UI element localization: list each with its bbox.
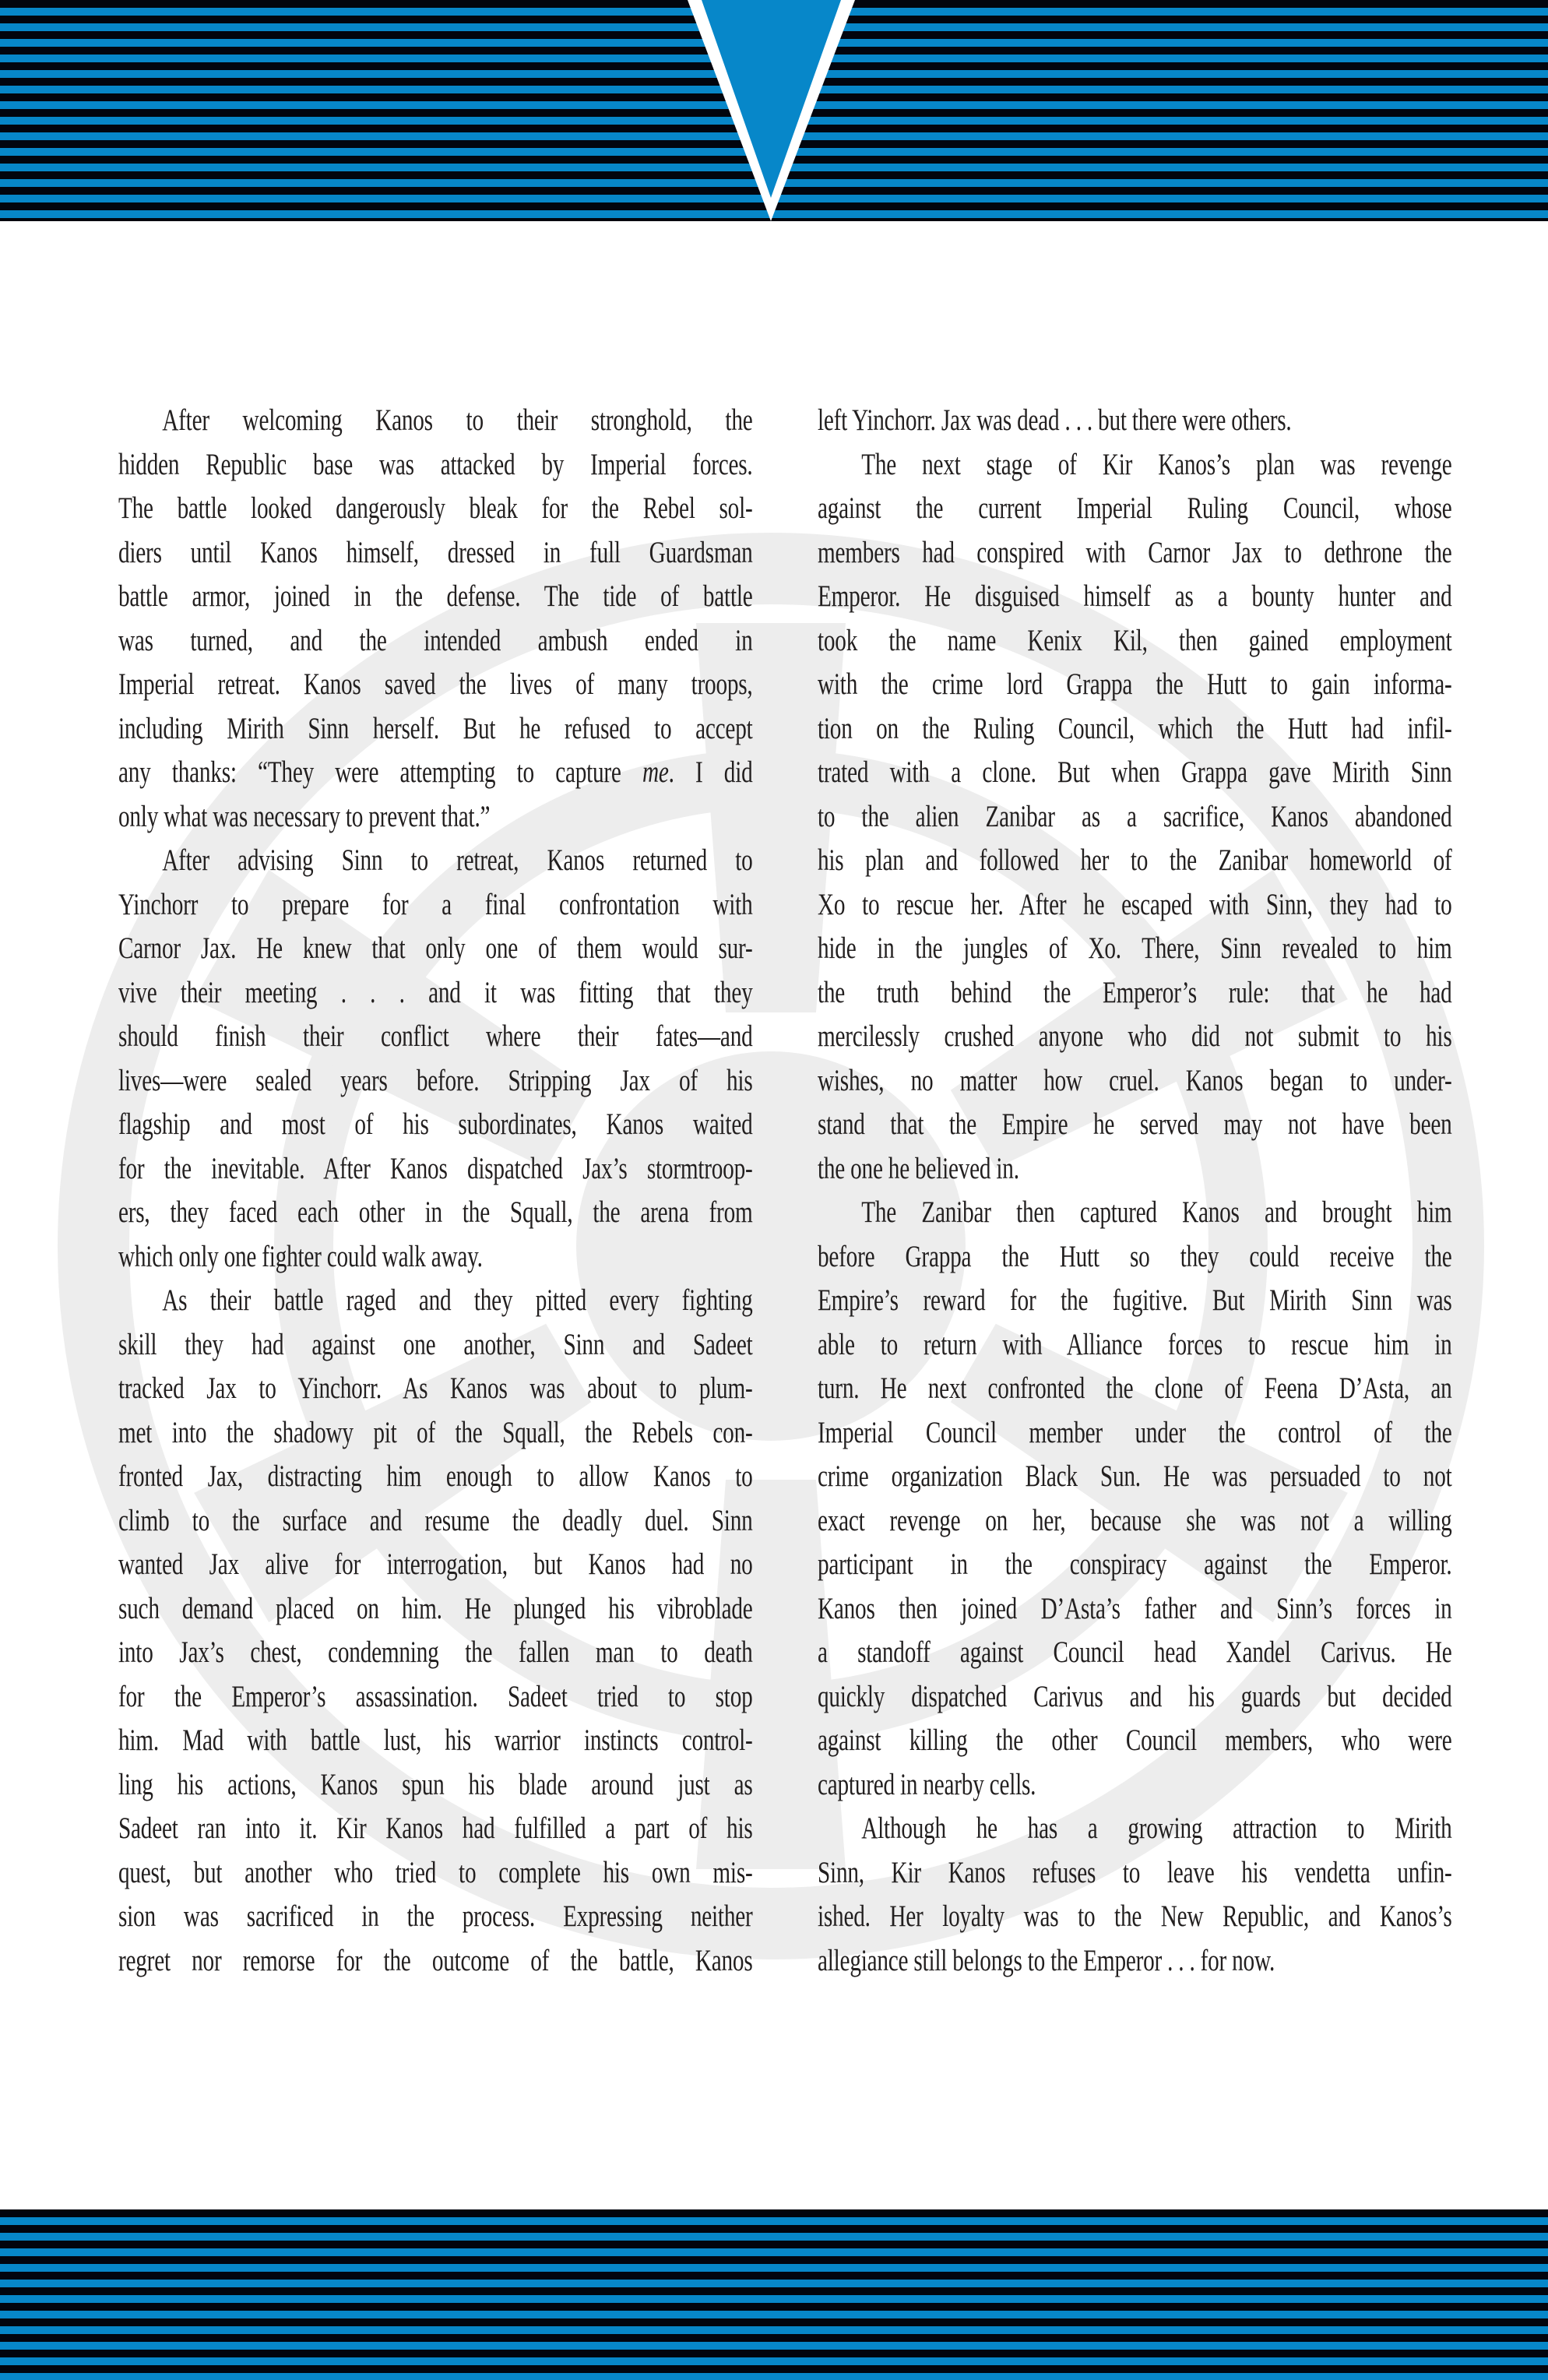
text-line: climb to the surface and resume the deadly duel. Sinn <box>118 1503 753 1537</box>
text-line: regret nor remorse for the outcome of the battle, Kanos <box>118 1943 753 1977</box>
text-line: stand that the Empire he served may not have been <box>818 1107 1452 1141</box>
text-line: for the Emperor’s assassination. Sadeet tried to stop <box>118 1679 753 1713</box>
text-line: such demand placed on him. He plunged his vibroblade <box>118 1591 753 1625</box>
text-line: skill they had against one another, Sinn and Sadeet <box>118 1327 753 1361</box>
text-column-left <box>118 399 753 1983</box>
text-line: able to return with Alliance forces to rescue him in <box>818 1327 1452 1361</box>
text-line: the truth behind the Emperor’s rule: that he had <box>818 975 1452 1009</box>
text-line: Imperial Council member under the control of the <box>818 1415 1452 1449</box>
text-line: hidden Republic base was attacked by Imperial forces. <box>118 447 753 481</box>
text-line: Imperial retreat. Kanos saved the lives of many troops, <box>118 667 753 701</box>
text-line: met into the shadowy pit of the Squall, the Rebels con- <box>118 1415 753 1449</box>
text-line: against killing the other Council members, who were <box>818 1723 1452 1757</box>
text-line: mercilessly crushed anyone who did not submit to his <box>818 1019 1452 1053</box>
text-line: The Zanibar then captured Kanos and brought him <box>861 1195 1452 1229</box>
text-line: After advising Sinn to retreat, Kanos returned to <box>162 843 753 877</box>
text-line: any thanks: “They were attempting to capture me. I did <box>118 755 753 789</box>
text-line: into Jax’s chest, condemning the fallen man to death <box>118 1635 753 1669</box>
text-line: battle armor, joined in the defense. The tide of battle <box>118 579 753 613</box>
text-line: exact revenge on her, because she was not a willing <box>818 1503 1452 1537</box>
text-line: ished. Her loyalty was to the New Republic, and Kanos’s <box>818 1899 1452 1933</box>
text-line: flagship and most of his subordinates, Kanos waited <box>118 1107 753 1141</box>
text-line: Sadeet ran into it. Kir Kanos had fulfilled a part of his <box>118 1811 753 1845</box>
text-line: quickly dispatched Carivus and his guards but decided <box>818 1679 1452 1713</box>
text-line: before Grappa the Hutt so they could receive the <box>818 1239 1452 1273</box>
text-line: should finish their conflict where their fates—and <box>118 1019 753 1053</box>
text-line: captured in nearby cells. <box>818 1767 1036 1801</box>
text-line: ers, they faced each other in the Squall, the arena from <box>118 1195 753 1229</box>
text-line: him. Mad with battle lust, his warrior instincts control- <box>118 1723 753 1757</box>
text-line: Yinchorr to prepare for a final confrontation with <box>118 887 753 921</box>
text-line: took the name Kenix Kil, then gained employment <box>818 623 1452 657</box>
banner-triangle-icon <box>0 0 1548 221</box>
text-line: turn. He next confronted the clone of Feena D’Asta, an <box>818 1371 1452 1405</box>
text-line: diers until Kanos himself, dressed in full Guardsman <box>118 535 753 569</box>
text-line: to the alien Zanibar as a sacrifice, Kanos abandoned <box>818 799 1452 833</box>
text-line: The battle looked dangerously bleak for the Rebel sol- <box>118 491 753 525</box>
text-line: his plan and followed her to the Zanibar homeworld of <box>818 843 1452 877</box>
bottom-stripe-banner <box>0 2209 1548 2380</box>
text-line: Xo to rescue her. After he escaped with Sinn, they had to <box>818 887 1452 921</box>
text-line: Sinn, Kir Kanos refuses to leave his vendetta unfin- <box>818 1855 1452 1889</box>
text-line: The next stage of Kir Kanos’s plan was revenge <box>861 447 1452 481</box>
text-line: crime organization Black Sun. He was persuaded to not <box>818 1459 1452 1493</box>
text-line: the one he believed in. <box>818 1151 1019 1185</box>
text-line: participant in the conspiracy against the Emperor. <box>818 1547 1452 1581</box>
text-line: only what was necessary to prevent that.” <box>118 799 491 833</box>
text-line: vive their meeting . . . and it was fitting that they <box>118 975 753 1009</box>
text-line: After welcoming Kanos to their stronghold, the <box>162 403 753 437</box>
text-line: wanted Jax alive for interrogation, but Kanos had no <box>118 1547 753 1581</box>
text-column-right <box>818 399 1452 1983</box>
text-line: Although he has a growing attraction to Mirith <box>861 1811 1452 1845</box>
text-line: lives—were sealed years before. Stripping Jax of his <box>118 1063 753 1097</box>
text-line: sion was sacrificed in the process. Expressing neither <box>118 1899 753 1933</box>
text-line: Emperor. He disguised himself as a bounty hunter and <box>818 579 1452 613</box>
text-line: fronted Jax, distracting him enough to allow Kanos to <box>118 1459 753 1493</box>
text-line: hide in the jungles of Xo. There, Sinn revealed to him <box>818 931 1452 965</box>
text-line: with the crime lord Grappa the Hutt to gain informa- <box>818 667 1452 701</box>
text-line: Carnor Jax. He knew that only one of them would sur- <box>118 931 753 965</box>
text-line: including Mirith Sinn herself. But he refused to accept <box>118 711 753 745</box>
text-line: which only one fighter could walk away. <box>118 1239 483 1273</box>
text-line: tion on the Ruling Council, which the Hutt had infil- <box>818 711 1452 745</box>
text-line: quest, but another who tried to complete his own mis- <box>118 1855 753 1889</box>
text-line: As their battle raged and they pitted every fighting <box>162 1283 753 1317</box>
text-line: members had conspired with Carnor Jax to dethrone the <box>818 535 1452 569</box>
text-line: was turned, and the intended ambush ended in <box>118 623 753 657</box>
text-line: a standoff against Council head Xandel Carivus. He <box>818 1635 1452 1669</box>
text-line: left Yinchorr. Jax was dead . . . but there were others. <box>818 403 1292 437</box>
top-stripe-banner <box>0 0 1548 221</box>
text-line: allegiance still belongs to the Emperor . . . for now. <box>818 1943 1275 1977</box>
text-line: for the inevitable. After Kanos dispatched Jax’s stormtroop- <box>118 1151 753 1185</box>
text-line: wishes, no matter how cruel. Kanos began to under- <box>818 1063 1452 1097</box>
text-line: Kanos then joined D’Asta’s father and Sinn’s forces in <box>818 1591 1452 1625</box>
text-line: Empire’s reward for the fugitive. But Mirith Sinn was <box>818 1283 1452 1317</box>
text-line: tracked Jax to Yinchorr. As Kanos was about to plum- <box>118 1371 753 1405</box>
text-line: ling his actions, Kanos spun his blade around just as <box>118 1767 753 1801</box>
text-line: against the current Imperial Ruling Council, whose <box>818 491 1452 525</box>
text-line: trated with a clone. But when Grappa gave Mirith Sinn <box>818 755 1452 789</box>
